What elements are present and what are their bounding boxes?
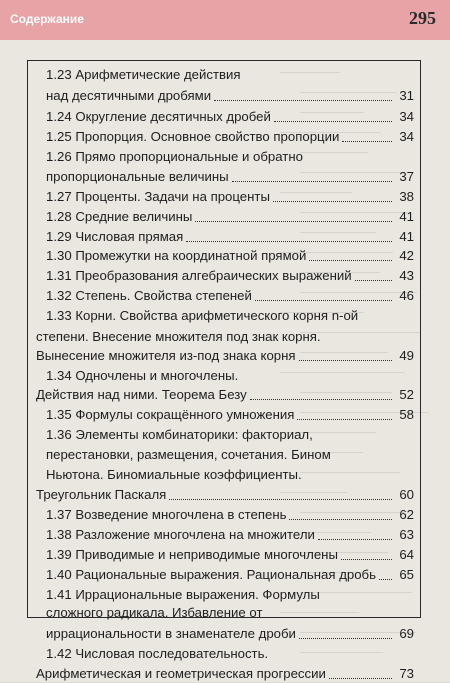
toc-entry-title: 1.40 Рациональные выражения. Рациональная дробь: [46, 567, 376, 582]
toc-entry: [0, 546, 450, 564]
dot-leader: [186, 241, 392, 242]
toc-entry: [0, 267, 450, 285]
toc-entry-title: 1.36 Элементы комбинаторики: факториал,: [46, 427, 313, 442]
dot-leader: [341, 559, 392, 560]
toc-entry: [0, 625, 450, 643]
toc-entry-title: 1.37 Возведение многочлена в степень: [46, 507, 287, 522]
dot-leader: [232, 181, 392, 182]
toc-entry-title: 1.28 Средние величины: [46, 209, 193, 224]
toc-entry-title: перестановки, размещения, сочетания. Бином: [46, 447, 331, 462]
toc-entry-page: 63: [399, 527, 414, 542]
dot-leader: [297, 419, 392, 420]
toc-entry-title: 1.35 Формулы сокращённого умножения: [46, 407, 295, 422]
toc-entry-page: 42: [399, 248, 414, 263]
toc-entry-title: 1.29 Числовая прямая: [46, 229, 184, 244]
toc-entry-page: 41: [399, 209, 414, 224]
toc-entry-title: Арифметическая и геометрическая прогрессии: [36, 666, 326, 681]
dot-leader: [289, 519, 392, 520]
toc-entry-page: 49: [399, 348, 414, 363]
dot-leader: [318, 539, 392, 540]
toc-entry-page: 38: [399, 189, 414, 204]
toc-entry-title: 1.24 Округление десятичных дробей: [46, 109, 271, 124]
dot-leader: [355, 280, 392, 281]
dot-leader: [273, 201, 392, 202]
toc-entry-page: 60: [399, 487, 414, 502]
toc-entry: [0, 604, 450, 622]
toc-entry: [0, 486, 450, 504]
toc-entry-title: 1.32 Степень. Свойства степеней: [46, 288, 252, 303]
toc-entry-page: 73: [399, 666, 414, 681]
dot-leader: [274, 121, 392, 122]
toc-entry: [0, 287, 450, 305]
toc-entry-page: 46: [399, 288, 414, 303]
toc-entry-title: 1.23 Арифметические действия: [46, 67, 241, 82]
toc-entry-page: 31: [399, 88, 414, 103]
toc-entry-page: 37: [399, 169, 414, 184]
toc-entry-page: 41: [399, 229, 414, 244]
toc-entry-page: 34: [399, 129, 414, 144]
dot-leader: [250, 399, 392, 400]
dot-leader: [379, 579, 392, 580]
toc-entry: [0, 307, 450, 325]
dot-leader: [299, 638, 392, 639]
toc-entry-title: 1.39 Приводимые и неприводимые многочлены: [46, 547, 338, 562]
toc-entry: [0, 386, 450, 404]
toc-entry-title: над десятичными дробями: [46, 88, 212, 103]
toc-entry-title: Треугольник Паскаля: [36, 487, 167, 502]
toc-entry: [0, 566, 450, 584]
toc-entry-page: 52: [399, 387, 414, 402]
dot-leader: [342, 141, 392, 142]
toc-entry-title: Действия над ними. Теорема Безу: [36, 387, 247, 402]
dot-leader: [195, 221, 392, 222]
dot-leader: [309, 260, 392, 261]
page-header: [0, 0, 450, 40]
dot-leader: [329, 678, 392, 679]
toc-entry: [0, 87, 450, 105]
toc-entry: [0, 406, 450, 424]
toc-entry-title: 1.27 Проценты. Задачи на проценты: [46, 189, 270, 204]
toc-entry-title: 1.30 Промежутки на координатной прямой: [46, 248, 307, 263]
toc-entry: [0, 328, 450, 346]
toc-entry: [0, 466, 450, 484]
toc-entry-page: 69: [399, 626, 414, 641]
toc-entry: [0, 168, 450, 186]
toc-entry: [0, 208, 450, 226]
toc-entry: [0, 586, 450, 604]
toc-entry: [0, 506, 450, 524]
toc-entry-page: 64: [399, 547, 414, 562]
dot-leader: [299, 360, 392, 361]
toc-entry-title: 1.31 Преобразования алгебраических выражений: [46, 268, 352, 283]
toc-entry-page: 62: [399, 507, 414, 522]
toc-entry: [0, 367, 450, 385]
toc-entry: [0, 526, 450, 544]
toc-entry-title: степени. Внесение множителя под знак корня.: [36, 329, 321, 344]
toc-entry-title: Ньютона. Биномиальные коэффициенты.: [46, 467, 302, 482]
toc-entry-title: 1.38 Разложение многочлена на множители: [46, 527, 315, 542]
toc-entry-title: 1.41 Иррациональные выражения. Формулы: [46, 587, 320, 602]
toc-entry-title: сложного радикала. Избавление от: [46, 605, 263, 620]
page-number: 295: [409, 8, 436, 28]
toc-entry-title: 1.33 Корни. Свойства арифметического корня n-ой: [46, 308, 359, 323]
toc-entry: [0, 108, 450, 126]
toc-entry-page: 34: [399, 109, 414, 124]
toc-entry: [0, 128, 450, 146]
toc-entry: [0, 188, 450, 206]
toc-entry-page: 43: [399, 268, 414, 283]
dot-leader: [169, 499, 392, 500]
dot-leader: [255, 300, 392, 301]
toc-entry: [0, 645, 450, 663]
toc-entry: [0, 247, 450, 265]
toc-entry: [0, 347, 450, 365]
toc-entry: [0, 665, 450, 683]
toc-entry-title: 1.34 Одночлены и многочлены.: [46, 368, 239, 383]
toc-entry-page: 65: [399, 567, 414, 582]
toc-entry-title: Вынесение множителя из-под знака корня: [36, 348, 296, 363]
toc-entry: [0, 66, 450, 84]
toc-entry-title: 1.42 Числовая последовательность.: [46, 646, 269, 661]
toc-entry-title: пропорциональные величины: [46, 169, 229, 184]
toc-entry: [0, 446, 450, 464]
toc-entry-page: 58: [399, 407, 414, 422]
toc-entry-title: 1.26 Прямо пропорциональные и обратно: [46, 149, 303, 164]
dot-leader: [214, 100, 392, 101]
toc-entry: [0, 426, 450, 444]
toc-entry: [0, 228, 450, 246]
toc-entry: [0, 148, 450, 166]
toc-entry-title: 1.25 Пропорция. Основное свойство пропорции: [46, 129, 340, 144]
section-title: Содержание: [10, 12, 84, 26]
toc-entry-title: иррациональности в знаменателе дроби: [46, 626, 296, 641]
